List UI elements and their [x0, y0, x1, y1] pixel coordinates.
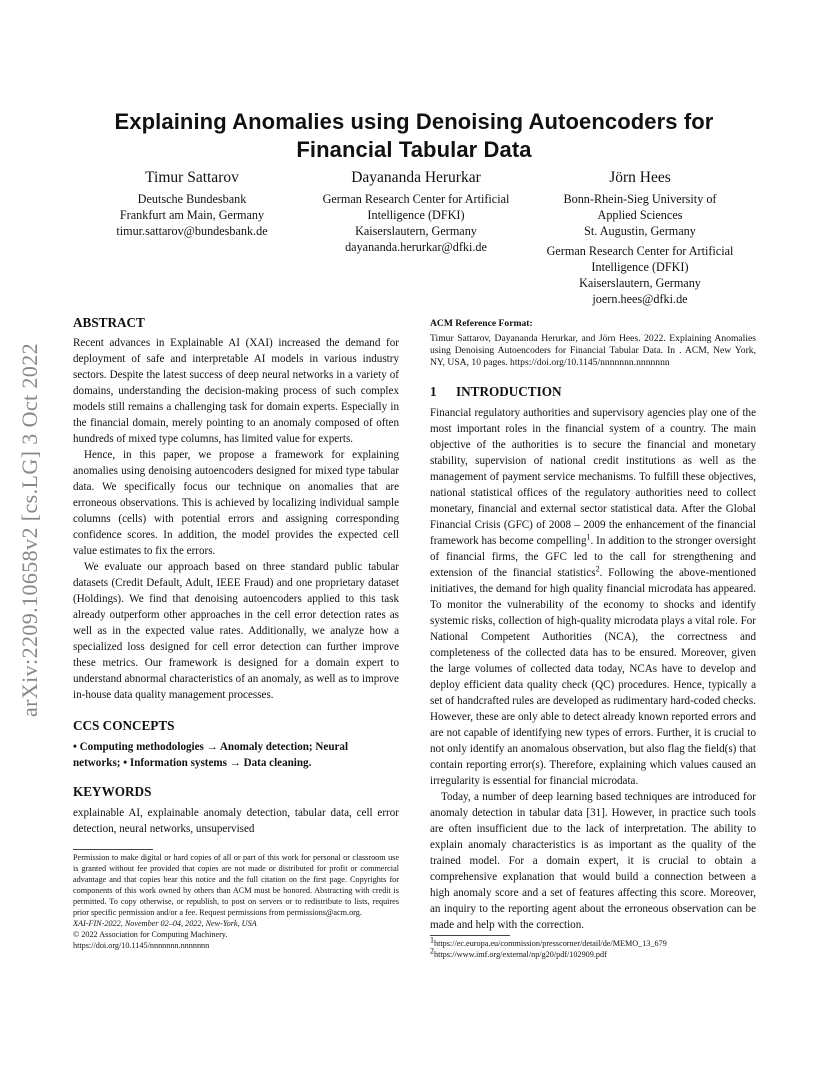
abstract-paragraph: Hence, in this paper, we propose a framework for explaining anomalies using denoising autoencoders designed for mixed type tabular data. We specifically focus our technique on anomalies that are erroneous observations. This is achieved by localizing individual sample columns (cells) with potential errors and assigning corresponding confidence scores. In addition, the model provides the expected cell value estimates to fix the errors.: [73, 449, 399, 557]
permission-block: [73, 852, 399, 951]
author-location: Kaiserslautern, Germany: [355, 224, 477, 238]
author-name: Dayananda Herurkar: [351, 169, 481, 186]
author-affiliation: Applied Sciences: [597, 208, 683, 222]
footnote-link[interactable]: https://ec.europa.eu/commission/presscorner/detail/de/MEMO_13_679: [434, 939, 667, 948]
paper-title-line-1: Explaining Anomalies using Denoising Autoencoders for: [114, 109, 714, 134]
ccs-heading: CCS CONCEPTS: [73, 718, 175, 733]
footnote-number: 1: [430, 935, 434, 945]
author-email: dayananda.herurkar@dfki.de: [345, 240, 487, 254]
doi-link[interactable]: https://doi.org/10.1145/nnnnnnn.nnnnnnn: [73, 941, 210, 950]
footnotes: [430, 935, 756, 960]
abstract-paragraph: We evaluate our approach based on three standard public tabular datasets (Credit Default, Adult, IEEE Fraud) and one proprietary dataset (Holdings). We find that denoising autoencoders applied to this task already outperform other approaches in the cell error detection rates as well as in the expected value rates. Additionally, we analyze how a specialized loss designed for cell error detection can further improve these metrics. Our framework is designed for a domain expert to understand abnormal characteristics of an anomaly, as well as to improve in-house data quality management processes.: [73, 561, 399, 701]
keywords-text: explainable AI, explainable anomaly detection, tabular data, cell error detection, neural networks, unsupervised: [73, 807, 399, 835]
author-location: St. Augustin, Germany: [584, 224, 696, 238]
keywords-heading: KEYWORDS: [73, 784, 152, 799]
author-affiliation: Intelligence (DFKI): [591, 260, 689, 274]
author-block-1: [92, 168, 292, 239]
footnote-number: 2: [430, 946, 434, 956]
author-affiliation: Bonn-Rhein-Sieg University of: [563, 192, 717, 206]
abstract-paragraph: Recent advances in Explainable AI (XAI) increased the demand for deployment of safe and interpretable AI models in various industry sectors. Despite the latest success of deep neural networks in a variety of domains, understanding the decision-making process of such complex models still remains a challenging task for domain experts. Especially in the financial domain, merely pointing to an anomaly composed of often hundreds of mixed type columns, has limited value for experts.: [73, 337, 399, 445]
author-affiliation: German Research Center for Artificial: [322, 192, 510, 206]
author-name: Jörn Hees: [609, 169, 671, 186]
right-column: [430, 318, 756, 933]
section-title: INTRODUCTION: [456, 384, 562, 399]
author-block-3: [520, 168, 760, 307]
section-number: 1: [430, 384, 437, 399]
abstract-heading: ABSTRACT: [73, 315, 145, 330]
footnote-mark[interactable]: 1: [586, 532, 591, 542]
left-column: [73, 314, 399, 837]
copyright-line: © 2022 Association for Computing Machinery.: [73, 930, 228, 939]
author-name: Timur Sattarov: [145, 169, 239, 186]
author-email: joern.hees@dfki.de: [592, 292, 688, 306]
footnote-rule: [430, 935, 510, 936]
intro-paragraph: [430, 405, 756, 789]
intro-heading: [430, 383, 756, 401]
intro-text: Financial regulatory authorities and supervisory agencies play one of the most important roles in the financial system of a country. The main objective of the authorities is to secure the financial and monetary stability, supervision of national credit institutions as well as the management of payment service mechanisms. To fulfill these objectives, national statistical offices of the regulatory authorities need to collect monetary, financial and external sector statistical data. After the Global Financial Crisis (GFC) of 2008 – 2009 the enhancement of the financial framework has become compelling: [430, 407, 756, 547]
author-email: timur.sattarov@bundesbank.de: [116, 224, 268, 238]
author-location: Frankfurt am Main, Germany: [119, 208, 265, 222]
intro-text: . In addition to the stronger oversight of financial firms, the GFC led to the call for strengthening and extension of the financial statistics: [430, 535, 756, 579]
acm-ref-text: Timur Sattarov, Dayananda Herurkar, and Jörn Hees. 2022. Explaining Anomalies using Denoising Autoencoders for Financial Tabular Data. In . ACM, New York, NY, USA, 10 pages. https://doi.org/10.1145/nnnnnnn.nnnnnnn: [430, 333, 756, 368]
paper-title-line-2: Financial Tabular Data: [296, 137, 532, 162]
ccs-line: networks; • Information systems → Data cleaning.: [73, 757, 312, 769]
acm-ref-heading: ACM Reference Format:: [430, 318, 533, 329]
author-affiliation: Deutsche Bundesbank: [137, 192, 247, 206]
author-affiliation: Intelligence (DFKI): [367, 208, 465, 222]
conference-venue: XAI-FIN-2022, November 02–04, 2022, New-York, USA: [73, 919, 257, 928]
intro-text: . Following the above-mentioned initiatives, the demand for high quality financial microdata has appeared. To monitor the vulnerability of the economy to shocks and identify systemic risks, collection of high-quality microdata plays a vital role. For National Competent Authorities (NCA), the correctness and completeness of the collected data has to be ensured. Moreover, given the large volumes of collected data today, NCAs have to develop and deploy efficient data quality check (QC) procedures. Hence, typically a set of handcrafted rules are developed as rudimentary hard-coded checks. However, these are only able to detect already known reported errors and are not capable of identifying new types of errors. Further, it is crucial to not only identify an anomalous observation, but also flag the field(s) that contain reporting error(s). Therefore, explaining which values caused an irregularity is essential for financial microdata.: [430, 567, 756, 787]
ccs-line: • Computing methodologies → Anomaly detection; Neural: [73, 741, 349, 753]
arxiv-stamp-text: arXiv:2209.10658v2 [cs.LG] 3 Oct 2022: [17, 342, 42, 718]
footnote-item: [430, 935, 756, 949]
paper-title: [60, 108, 768, 164]
permission-text: Permission to make digital or hard copies of all or part of this work for personal or classroom use is granted without fee provided that copies are not made or distributed for profit or commercial advantage and that copies bear this notice and the full citation on the first page. Copyrights for components of this work owned by others than ACM must be honored. Abstracting with credit is permitted. To copy otherwise, or republish, to post on servers or to redistribute to lists, requires prior specific permission and/or a fee. Request permissions from permissions@acm.org.: [73, 853, 399, 917]
footnote-item: [430, 946, 756, 960]
author-block-2: [300, 168, 532, 255]
footnote-rule: [73, 849, 153, 850]
intro-paragraph: Today, a number of deep learning based techniques are introduced for anomaly detection in tabular data [31]. However, in practice such tools are often insufficient due to the lack of interpretation. The ability to explain anomaly characteristics is as important as the quality of the trained model. For a domain expert, it is crucial to obtain a comprehensive explanation that would build a connection between a high anomaly score and a set of features affecting this score. Moreover, an inquiry to the reporting agent about the erroneous observation can be made and help with the correction.: [430, 791, 756, 931]
arxiv-stamp: [0, 290, 60, 770]
author-affiliation: German Research Center for Artificial: [546, 244, 734, 258]
footnote-mark[interactable]: 2: [595, 564, 600, 574]
author-location: Kaiserslautern, Germany: [579, 276, 701, 290]
footnote-link[interactable]: https://www.imf.org/external/np/g20/pdf/102909.pdf: [434, 950, 607, 959]
